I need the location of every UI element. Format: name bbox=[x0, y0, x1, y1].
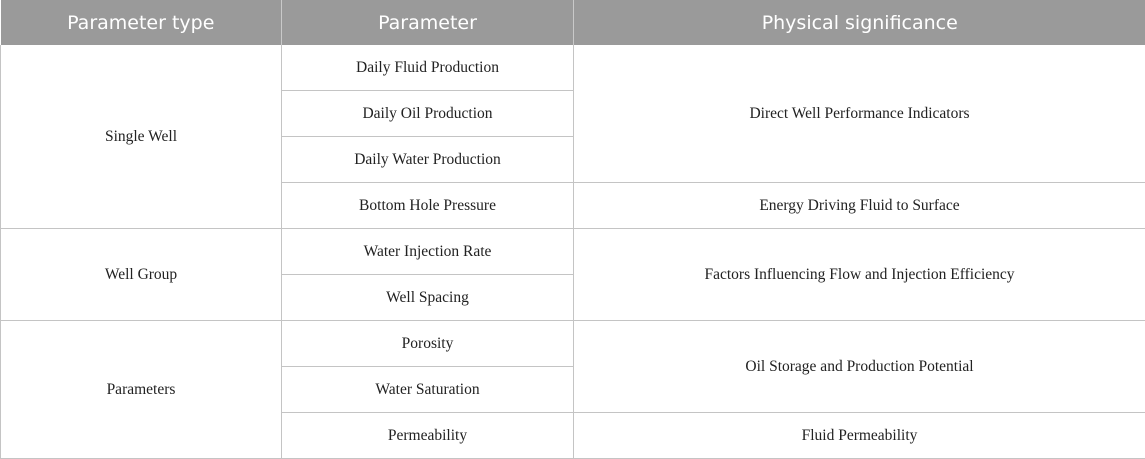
significance-cell: Fluid Permeability bbox=[574, 413, 1145, 459]
header-parameter: Parameter bbox=[282, 0, 574, 45]
parameter-cell: Well Spacing bbox=[282, 275, 574, 321]
table-row bbox=[1, 45, 1145, 91]
parameter-cell: Water Injection Rate bbox=[282, 229, 574, 275]
significance-cell: Factors Influencing Flow and Injection Efficiency bbox=[574, 229, 1145, 321]
parameter-cell: Permeability bbox=[282, 413, 574, 459]
parameter-cell: Water Saturation bbox=[282, 367, 574, 413]
parameter-cell: Bottom Hole Pressure bbox=[282, 183, 574, 229]
significance-cell: Oil Storage and Production Potential bbox=[574, 321, 1145, 413]
parameter-cell: Daily Water Production bbox=[282, 137, 574, 183]
header-physical-significance: Physical significance bbox=[574, 0, 1145, 45]
parameter-type-cell: Well Group bbox=[1, 229, 282, 321]
table-header bbox=[1, 0, 1145, 45]
parameter-cell: Daily Oil Production bbox=[282, 91, 574, 137]
significance-cell: Energy Driving Fluid to Surface bbox=[574, 183, 1145, 229]
table-body bbox=[1, 45, 1145, 459]
parameter-type-cell: Parameters bbox=[1, 321, 282, 459]
significance-cell: Direct Well Performance Indicators bbox=[574, 45, 1145, 183]
table-row bbox=[1, 321, 1145, 367]
table-row bbox=[1, 229, 1145, 275]
header-row bbox=[1, 0, 1145, 45]
parameter-cell: Daily Fluid Production bbox=[282, 45, 574, 91]
parameter-cell: Porosity bbox=[282, 321, 574, 367]
header-parameter-type: Parameter type bbox=[1, 0, 282, 45]
parameter-type-cell: Single Well bbox=[1, 45, 282, 229]
